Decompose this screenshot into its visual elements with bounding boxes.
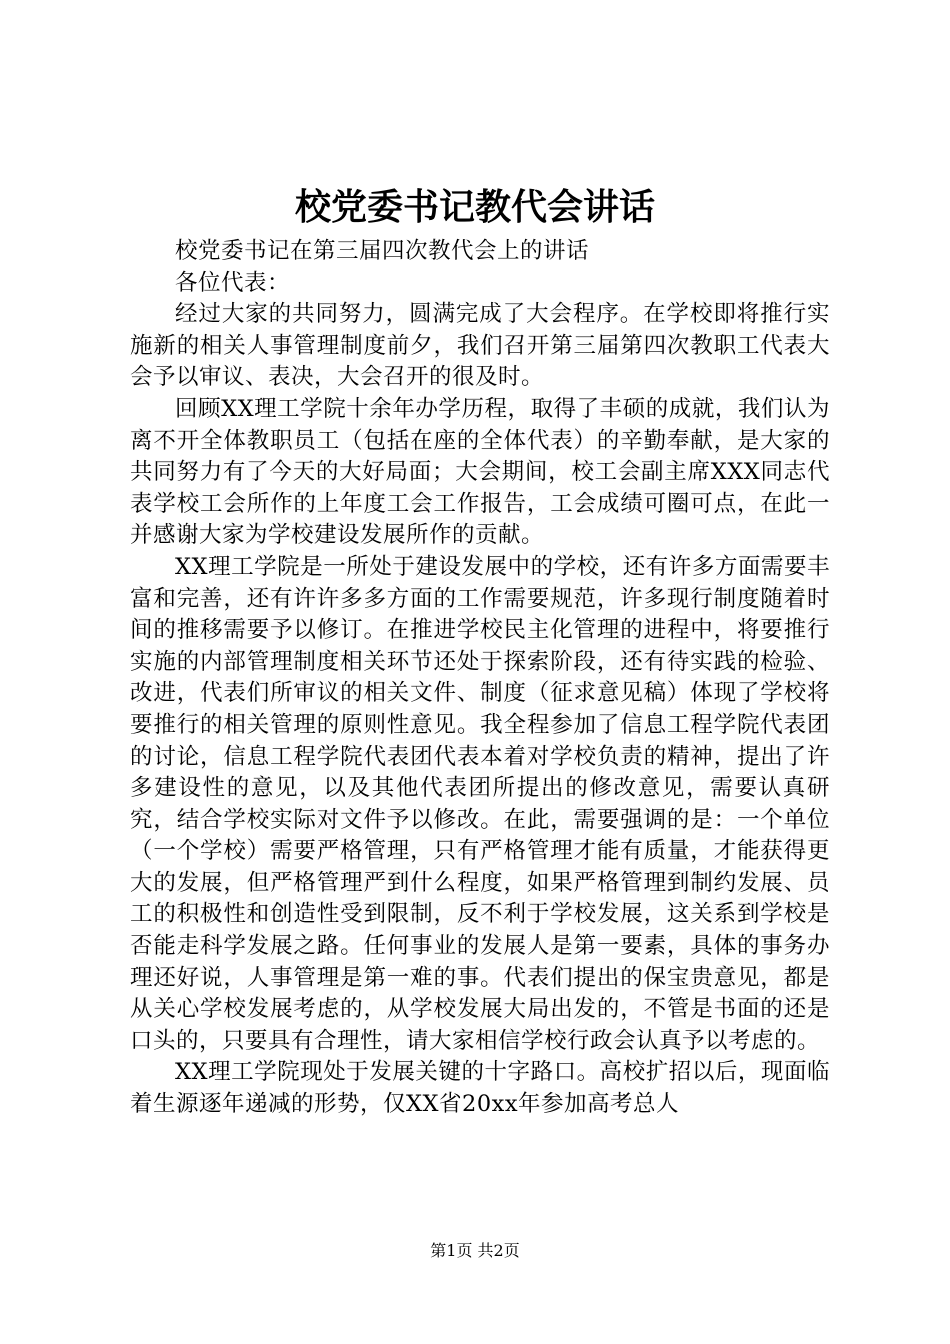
document-body [130, 236, 830, 1121]
paragraph: XX理工学院是一所处于建设发展中的学校，还有许多方面需要丰富和完善，还有许许多多方面的工作需要规范，许多现行制度随着时间的推移需要予以修订。在推进学校民主化管理的进程中，将要推行实施的内部管理制度相关环节还处于探索阶段，还有待实践的检验、改进，代表们所审议的相关文件、制度（征求意见稿）体现了学校将要推行的相关管理的原则性意见。我全程参加了信息工程学院代表团的讨论，信息工程学院代表团代表本着对学校负责的精神，提出了许多建设性的意见，以及其他代表团所提出的修改意见，需要认真研究，结合学校实际对文件予以修改。在此，需要强调的是：一个单位（一个学校）需要严格管理，只有严格管理才能有质量，才能获得更大的发展，但严格管理严到什么程度，如果严格管理到制约发展、员工的积极性和创造性受到限制，反不利于学校发展，这关系到学校是否能走科学发展之路。任何事业的发展人是第一要素，具体的事务办理还好说，人事管理是第一难的事。代表们提出的保宝贵意见，都是从关心学校发展考虑的，从学校发展大局出发的，不管是书面的还是口头的，只要具有合理性，请大家相信学校行政会认真予以考虑的。 [130, 553, 830, 1054]
paragraph: XX理工学院现处于发展关键的十字路口。高校扩招以后，现面临着生源逐年递减的形势，仅XX省20xx年参加高考总人 [130, 1059, 830, 1118]
speech-subtitle: 校党委书记在第三届四次教代会上的讲话 [175, 238, 590, 264]
salutation: 各位代表： [175, 269, 291, 296]
paragraph: 回顾XX理工学院十余年办学历程，取得了丰硕的成就，我们认为离不开全体教职员工（包括在座的全体代表）的辛勤奉献，是大家的共同努力有了今天的大好局面；大会期间，校工会副主席XXX同志代表学校工会所作的上年度工会工作报告，工会成绩可圈可点，在此一并感谢大家为学校建设发展所作的贡献。 [130, 395, 830, 549]
page-footer: 第1页 共2页 [430, 1241, 520, 1260]
paragraph: 经过大家的共同努力，圆满完成了大会程序。在学校即将推行实施新的相关人事管理制度前夕，我们召开第三届第四次教职工代表大会予以审议、表决，大会召开的很及时。 [130, 301, 830, 391]
document-title: 校党委书记教代会讲话 [294, 186, 655, 228]
